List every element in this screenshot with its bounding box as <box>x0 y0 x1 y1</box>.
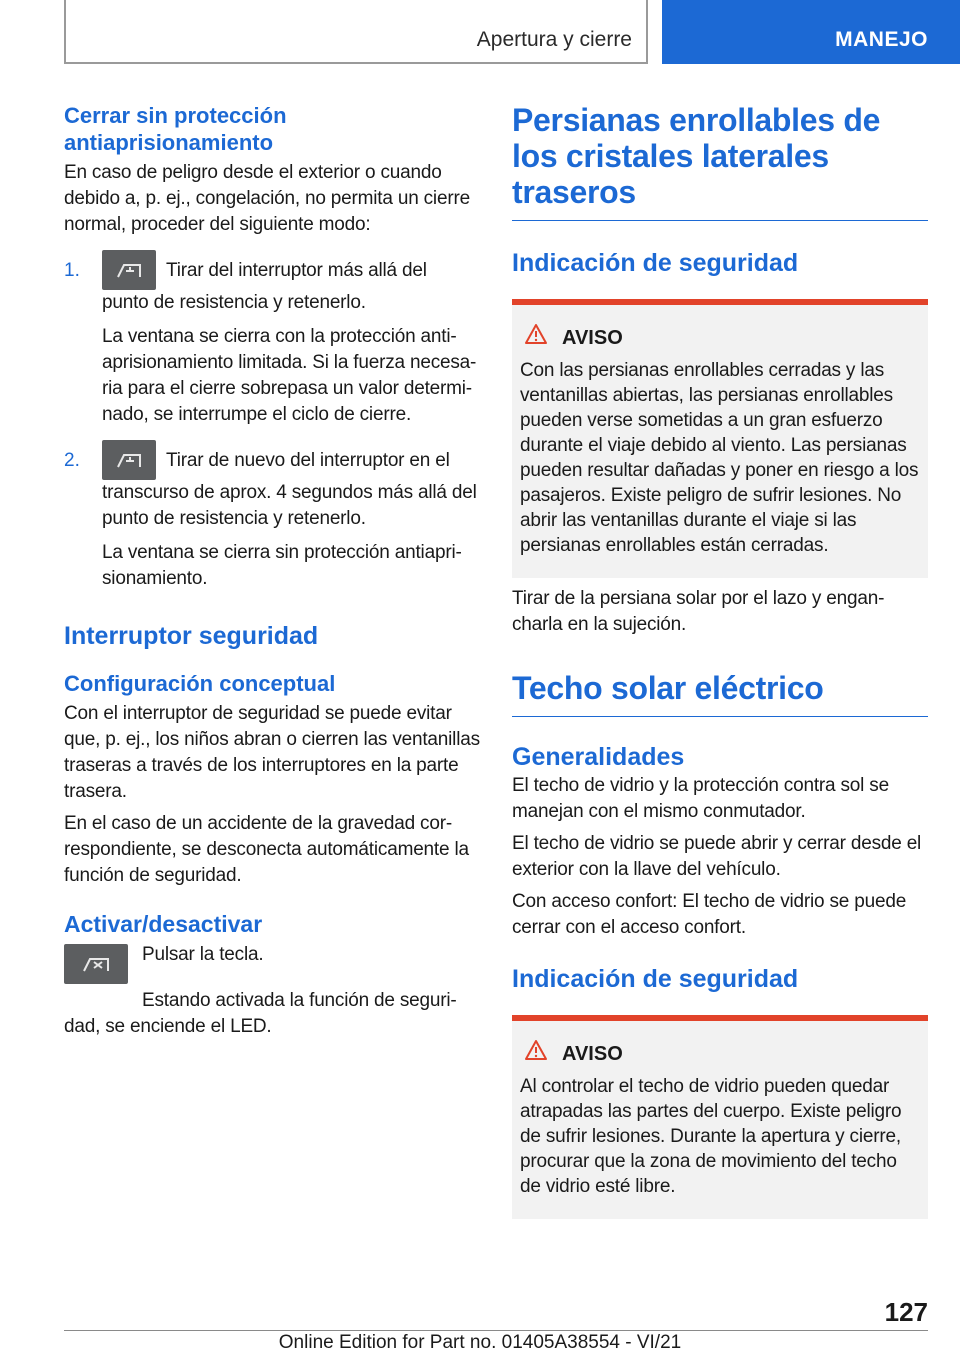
paragraph-concept-1: Con el interruptor de seguridad se puede evitar que, p. ej., los niños abran o cierren las ventanillas traseras a través de los interruptores en la parte trasera. <box>64 703 480 802</box>
window-switch-icon <box>102 440 156 480</box>
heading-rule <box>512 220 928 221</box>
heading-general: Generalidades <box>512 743 685 771</box>
step-2 <box>64 448 480 592</box>
warning-label: AVISO <box>562 326 623 349</box>
step-detail: La ventana se cierra sin protección antiaprisionamiento. <box>102 542 462 589</box>
heading-rear-window-blinds: Persianas enrollables de los cristales laterales traseros <box>512 102 881 210</box>
paragraph-activate-2: Estando activada la función de seguridad, se enciende el LED. <box>64 990 457 1037</box>
edition-note: Online Edition for Part no. 01405A38554 - VI/21 <box>278 1332 682 1353</box>
paragraph-blind-hook: Tirar de la persiana solar por el lazo y engancharla en la sujeción. <box>512 588 885 635</box>
safety-switch-icon <box>64 944 128 984</box>
heading-safety-notice-2: Indicación de seguridad <box>512 965 799 993</box>
heading-rule <box>512 716 928 717</box>
step-text-line1: Tirar del interruptor más allá del <box>166 260 427 281</box>
warning-triangle-icon <box>520 323 562 352</box>
step-number: 1. <box>64 260 80 281</box>
paragraph-general-3: Con acceso confort: El techo de vidrio se puede cerrar con el acceso confort. <box>512 891 907 938</box>
step-1 <box>64 258 480 428</box>
footer-rule <box>64 1330 928 1331</box>
paragraph-general-1: El techo de vidrio y la protección contra sol se manejan con el mismo conmutador. <box>512 775 889 822</box>
activate-row <box>64 942 480 984</box>
warning-text: Al controlar el techo de vidrio pueden quedar atrapadas las partes del cuerpo. Existe peligro de sufrir lesiones. Durante la apertura y cierre, procurar que la zona de movimiento del techo de vidrio esté libre. <box>520 1076 902 1197</box>
heading-safety-switch: Interruptor seguridad <box>64 622 319 650</box>
paragraph-activate-1: Pulsar la tecla. <box>142 944 264 965</box>
left-column <box>64 102 480 1040</box>
warning-triangle-icon <box>520 1039 562 1068</box>
warning-text: Con las persianas enrollables cerradas y las ventanillas abiertas, las persianas enrollables pueden verse sometidas a un gran esfuerzo durante el viaje debido al viento. Las persianas pueden resultar dañadas y poner en riesgo a los pasajeros. Existe peligro de sufrir lesiones. No abrir las ventanillas durante el viaje si las persianas enrollables están cerradas. <box>520 360 919 556</box>
chapter-tab[interactable] <box>662 0 960 64</box>
right-column <box>512 102 928 1219</box>
heading-conceptual-config: Configuración conceptual <box>64 671 336 696</box>
section-title: Apertura y cierre <box>476 28 632 51</box>
warning-box-1 <box>512 299 928 578</box>
heading-close-without-protection: Cerrar sin protección antiaprisionamiento <box>64 103 287 155</box>
step-text-line2: transcurso de aprox. 4 segundos más allá del punto de resistencia y retenerlo. <box>102 482 477 529</box>
step-text-line2: punto de resistencia y retenerlo. <box>102 292 366 313</box>
heading-electric-sunroof: Techo solar eléctrico <box>512 670 824 706</box>
window-switch-icon <box>102 250 156 290</box>
step-text-line1: Tirar de nuevo del interruptor en el <box>166 450 450 471</box>
heading-safety-notice-1: Indicación de seguridad <box>512 249 799 277</box>
paragraph-close-intro: En caso de peligro desde el exterior o cuando debido a, p. ej., congelación, no permita un cierre normal, proceder del siguiente modo: <box>64 162 470 235</box>
warning-label: AVISO <box>562 1042 623 1065</box>
paragraph-concept-2: En el caso de un accidente de la gravedad correspondiente, se desconecta automáticamente la función de seguridad. <box>64 813 469 886</box>
warning-box-2 <box>512 1015 928 1219</box>
page-number: 127 <box>884 1297 928 1327</box>
paragraph-general-2: El techo de vidrio se puede abrir y cerrar desde el exterior con la llave del vehículo. <box>512 833 922 880</box>
chapter-label: MANEJO <box>835 28 928 51</box>
step-detail: La ventana se cierra con la protección antiaprisionamiento limitada. Si la fuerza necesaria para el cierre sobrepasa un valor determinado, se interrumpe el ciclo de cierre. <box>102 326 477 425</box>
step-number: 2. <box>64 450 80 471</box>
heading-activate-deactivate: Activar/desactivar <box>64 911 263 937</box>
header-frame <box>64 0 648 64</box>
